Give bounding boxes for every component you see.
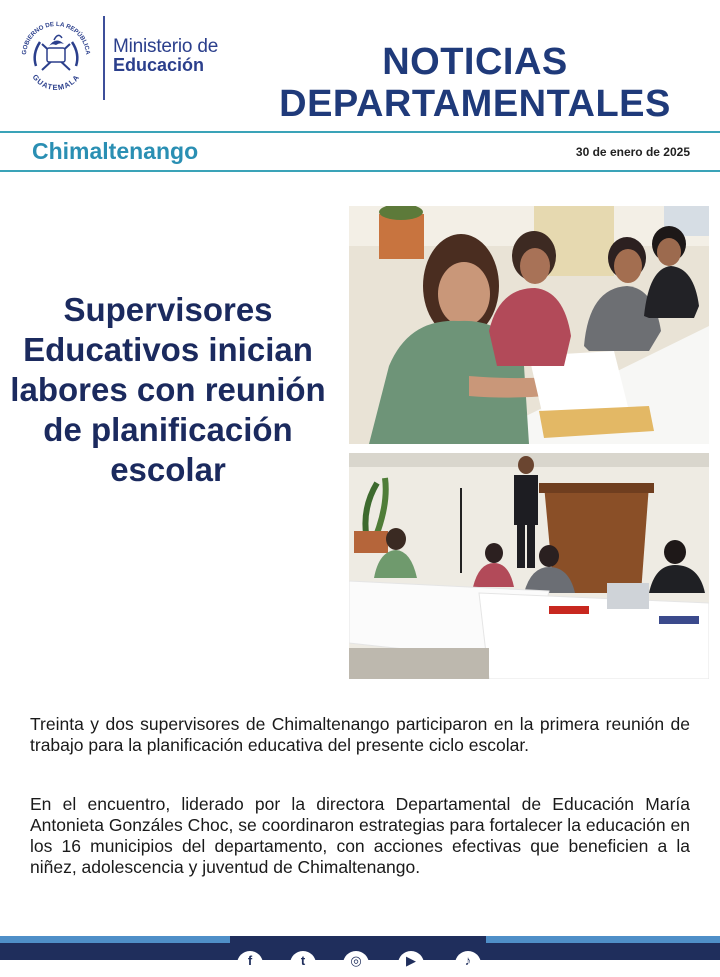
- logo-divider: [103, 16, 105, 100]
- ministry-name: Ministerio de: [113, 36, 219, 57]
- meeting-photo-closeup: [349, 206, 709, 444]
- article-headline: Supervisores Educativos inician labores con reunión de planificación escolar: [10, 291, 326, 488]
- instagram-icon[interactable]: ◎: [343, 951, 369, 977]
- facebook-icon[interactable]: f: [237, 951, 263, 977]
- footer-accent-stripe: [0, 936, 230, 943]
- header-rule-top: [0, 131, 720, 133]
- article-paragraph: Treinta y dos supervisores de Chimaltenango participaron en la primera reunión de trabajo para la planificación educativa del presente ciclo escolar.: [30, 714, 690, 755]
- twitter-icon[interactable]: t: [290, 951, 316, 977]
- tiktok-icon[interactable]: ♪: [455, 951, 481, 977]
- newsletter-title-line-2: DEPARTAMENTALES: [279, 83, 671, 125]
- article-paragraph: En el encuentro, liderado por la directora Departamental de Educación María Antonieta Gonzáles Choc, se coordinaron estrategias para fortalecer la educación en los 16 municipios del departamento, con acciones efectivas que beneficien a la niñez, adolescencia y juventud de Chimaltenango.: [30, 794, 690, 877]
- logo-text-bottom: GUATEMALA: [30, 72, 82, 93]
- header-rule-bottom: [0, 170, 720, 172]
- logo-text-top: GOBIERNO DE LA REPÚBLICA: [20, 20, 92, 56]
- newsletter-title-line-1: NOTICIAS: [382, 41, 568, 83]
- footer-accent-stripe: [486, 936, 720, 943]
- ministry-name-bold: Educación: [113, 55, 205, 75]
- guatemala-seal-logo: [14, 14, 98, 98]
- publication-date: 30 de enero de 2025: [575, 145, 690, 159]
- meeting-photo-wide: [349, 453, 709, 679]
- youtube-icon[interactable]: ▶: [398, 951, 424, 977]
- region-name: Chimaltenango: [32, 138, 199, 164]
